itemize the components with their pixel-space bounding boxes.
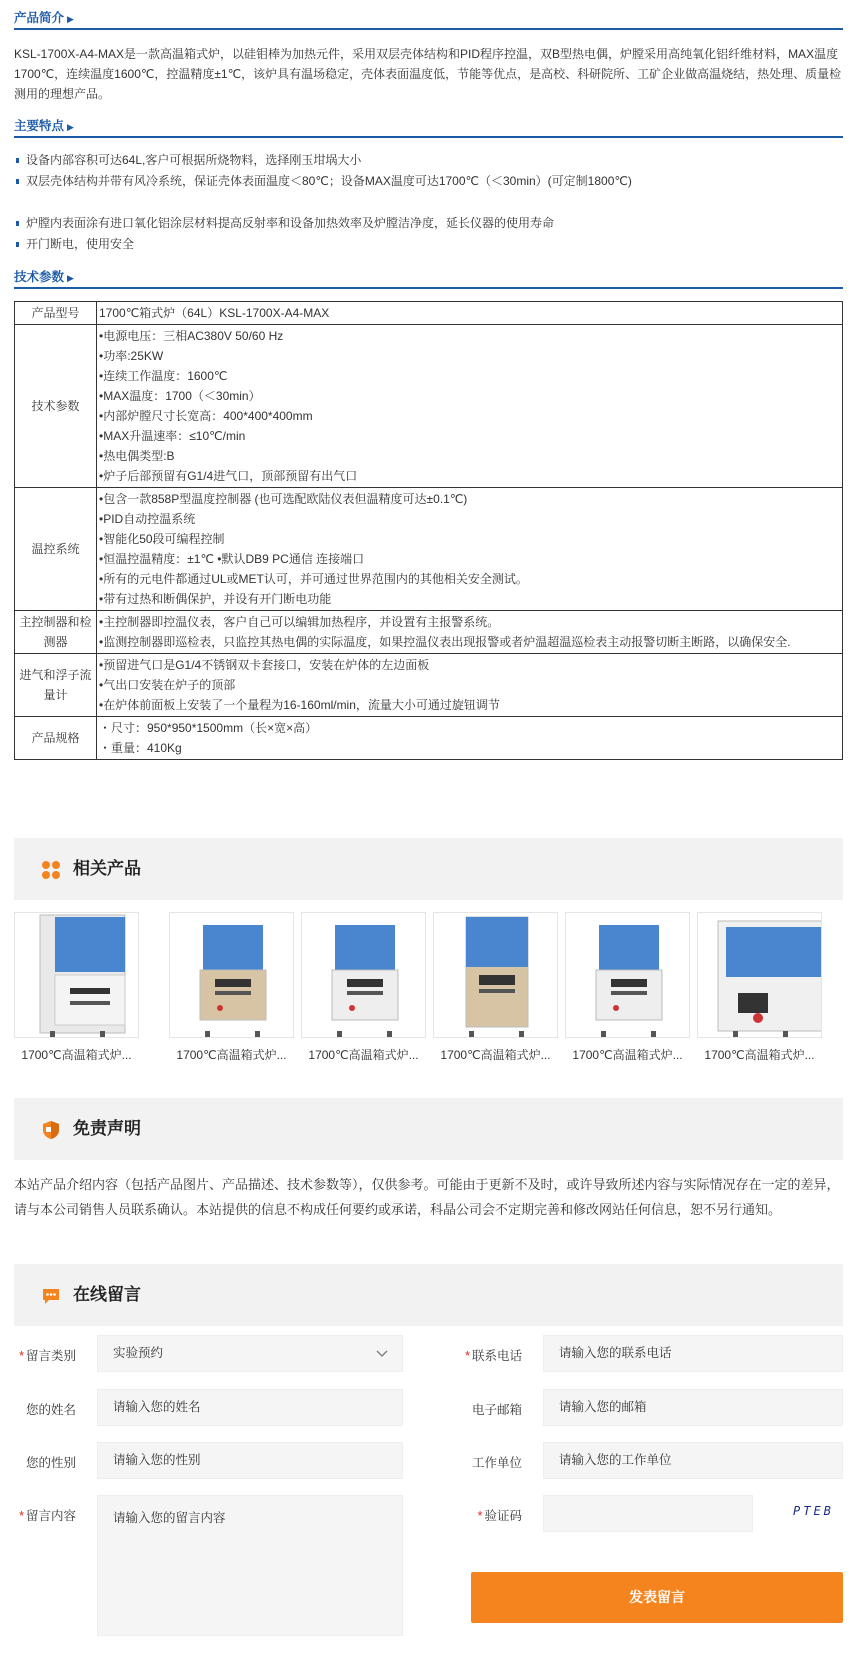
spec-line: •MAX升温速率：≤10℃/min — [99, 429, 246, 443]
product-name[interactable]: 1700℃高温箱式炉... — [21, 1048, 132, 1062]
product-name[interactable]: 1700℃高温箱式炉... — [704, 1048, 815, 1062]
table-row — [15, 302, 843, 325]
grid-icon — [41, 860, 61, 880]
disclaimer-text: 本站产品介绍内容（包括产品图片、产品描述、技术参数等），仅供参考。可能由于更新不及时，或许导致所述内容与实际情况存在一定的差异，请与本公司销售人员联系确认。本站提供的信息不构成任何要约或承诺，科晶公司会不定期完善和修改网站任何信息，恕不另行通知。 — [14, 1177, 840, 1217]
triangle-right-icon: ▶ — [67, 273, 74, 283]
phone-label: * 联系电话 — [465, 1349, 522, 1363]
spec-key: 进气和浮子流量计 — [15, 654, 97, 717]
disclaimer-header — [14, 1098, 843, 1160]
spec-key: 主控制器和检测器 — [15, 611, 97, 654]
product-card[interactable] — [301, 912, 426, 1063]
email-field[interactable]: 请输入您的邮箱 — [543, 1389, 843, 1426]
product-card[interactable] — [433, 912, 558, 1063]
product-card[interactable] — [697, 912, 822, 1063]
spec-value — [97, 325, 843, 488]
gender-label: 您的性别 — [25, 1456, 76, 1470]
spec-line: •PID自动控温系统 — [99, 512, 196, 526]
list-item: 设备内部容积可达64L,客户可根据所烧物料，选择刚玉坩埚大小 — [14, 150, 843, 171]
message-form — [14, 1318, 843, 1658]
spec-line: •恒温控温精度：±1℃ •默认DB9 PC通信 连接端口 — [99, 552, 365, 566]
section-header-features — [14, 114, 843, 138]
spec-line: •内部炉膛尺寸长宽高：400*400*400mm — [99, 409, 313, 423]
company-label: 工作单位 — [471, 1456, 522, 1470]
related-products-header — [14, 838, 843, 900]
shield-icon — [41, 1120, 61, 1140]
table-row — [15, 717, 843, 760]
category-label: * 留言类别 — [19, 1349, 76, 1363]
submit-button[interactable]: 发表留言 — [471, 1572, 843, 1623]
message-form-header — [14, 1264, 843, 1326]
spec-value — [97, 611, 843, 654]
section-title: 产品简介 — [14, 11, 65, 25]
intro-text: KSL-1700X-A4-MAX是一款高温箱式炉，以硅钼棒为加热元件，采用双层壳体结构和PID程序控温，双B型热电偶，炉膛采用高纯氧化铝纤维材料，MAX温度1700℃，连续温度1600℃，控温精度±1℃，该炉具有温场稳定，壳体表面温度低，节能等优点，是高校、科研院所、工矿企业做高温烧结，热处理、质量检测用的理想产品。 — [14, 47, 842, 101]
spec-line: •连续工作温度：1600℃ — [99, 369, 228, 383]
spec-key: 技术参数 — [15, 325, 97, 488]
triangle-right-icon: ▶ — [67, 14, 74, 24]
spec-line: •炉子后部预留有G1/4进气口，顶部预留有出气口 — [99, 469, 358, 483]
table-row — [15, 488, 843, 611]
product-name[interactable]: 1700℃高温箱式炉... — [440, 1048, 551, 1062]
spec-line: •MAX温度：1700（＜30min） — [99, 389, 261, 403]
spec-key: 产品规格 — [15, 717, 97, 760]
captcha-label: * 验证码 — [477, 1509, 522, 1523]
spec-line: •包含一款858P型温度控制器 (也可选配欧陆仪表但温精度可达±0.1℃) — [99, 492, 468, 506]
spec-line: •带有过热和断偶保护，并设有开门断电功能 — [99, 592, 332, 606]
table-row — [15, 325, 843, 488]
message-textarea[interactable]: 请输入您的留言内容 — [97, 1495, 403, 1636]
category-value: 实验预约 — [113, 1346, 164, 1360]
section-title: 技术参数 — [14, 270, 65, 284]
name-label: 您的姓名 — [25, 1403, 76, 1417]
main-content — [14, 0, 843, 760]
spec-line: •功率:25KW — [99, 349, 164, 363]
spec-line: 1700℃箱式炉（64L）KSL-1700X-A4-MAX — [99, 306, 330, 320]
category-select[interactable] — [97, 1335, 403, 1372]
product-image[interactable] — [565, 912, 690, 1038]
table-row — [15, 654, 843, 717]
table-row — [15, 611, 843, 654]
product-card[interactable] — [14, 912, 139, 1063]
spec-value — [97, 654, 843, 717]
product-name[interactable]: 1700℃高温箱式炉... — [176, 1048, 287, 1062]
related-products-list — [14, 912, 843, 1072]
name-field[interactable]: 请输入您的姓名 — [97, 1389, 403, 1426]
captcha-field[interactable] — [543, 1495, 753, 1532]
product-image[interactable] — [697, 912, 822, 1038]
product-image[interactable] — [14, 912, 139, 1038]
product-image[interactable] — [169, 912, 294, 1038]
spec-line: •所有的元电件都通过UL或MET认可，并可通过世界范围内的其他相关安全测试。 — [99, 572, 528, 586]
product-name[interactable]: 1700℃高温箱式炉... — [572, 1048, 683, 1062]
product-name[interactable]: 1700℃高温箱式炉... — [308, 1048, 419, 1062]
product-image[interactable] — [301, 912, 426, 1038]
chat-icon — [41, 1286, 61, 1306]
spec-key: 温控系统 — [15, 488, 97, 611]
gender-field[interactable]: 请输入您的性别 — [97, 1442, 403, 1479]
spec-value — [97, 717, 843, 760]
captcha-image[interactable]: PTEB — [793, 1504, 834, 1518]
spec-value — [97, 302, 843, 325]
spec-value — [97, 488, 843, 611]
email-label: 电子邮箱 — [471, 1403, 522, 1417]
spec-line: •热电偶类型:B — [99, 449, 175, 463]
block-title: 相关产品 — [73, 859, 141, 878]
section-header-intro — [14, 6, 843, 30]
chevron-down-icon — [376, 1336, 388, 1385]
spec-line: •电源电压：三相AC380V 50/60 Hz — [99, 329, 284, 343]
block-title: 在线留言 — [73, 1285, 141, 1304]
spec-line: •气出口安装在炉子的顶部 — [99, 678, 236, 692]
phone-field[interactable]: 请输入您的联系电话 — [543, 1335, 843, 1372]
spec-table — [14, 301, 843, 760]
content-label: * 留言内容 — [19, 1509, 76, 1523]
list-item: 开门断电，使用安全 — [14, 234, 843, 255]
spec-line: ・重量：410Kg — [99, 741, 182, 755]
block-title: 免责声明 — [73, 1119, 141, 1138]
company-field[interactable]: 请输入您的工作单位 — [543, 1442, 843, 1479]
list-item — [14, 192, 843, 213]
product-card[interactable] — [169, 912, 294, 1063]
spec-key: 产品型号 — [15, 302, 97, 325]
list-item: 炉膛内表面涂有进口氧化铝涂层材料提高反射率和设备加热效率及炉膛洁净度，延长仪器的使用寿命 — [14, 213, 843, 234]
section-header-specs — [14, 265, 843, 289]
spec-line: •在炉体前面板上安装了一个量程为16-160ml/min，流量大小可通过旋钮调节 — [99, 698, 500, 712]
spec-line: ・尺寸：950*950*1500mm（长×宽×高） — [99, 721, 318, 735]
product-image[interactable] — [433, 912, 558, 1038]
list-item: 双层壳体结构并带有风冷系统，保证壳体表面温度＜80℃；设备MAX温度可达1700℃（＜30min）(可定制1800℃) — [14, 171, 843, 192]
product-card[interactable] — [565, 912, 690, 1063]
spec-line: •监测控制器即巡检表，只监控其热电偶的实际温度，如果控温仪表出现报警或者炉温超温巡检表主动报警切断主断路，以确保安全. — [99, 635, 791, 649]
spec-line: •预留进气口是G1/4不锈钢双卡套接口，安装在炉体的左边面板 — [99, 658, 430, 672]
section-title: 主要特点 — [14, 119, 65, 133]
feature-list — [14, 144, 843, 265]
spec-line: •智能化50段可编程控制 — [99, 532, 225, 546]
spec-line: •主控制器即控温仪表，客户自己可以编辑加热程序，并设置有主报警系统。 — [99, 615, 500, 629]
triangle-right-icon: ▶ — [67, 122, 74, 132]
